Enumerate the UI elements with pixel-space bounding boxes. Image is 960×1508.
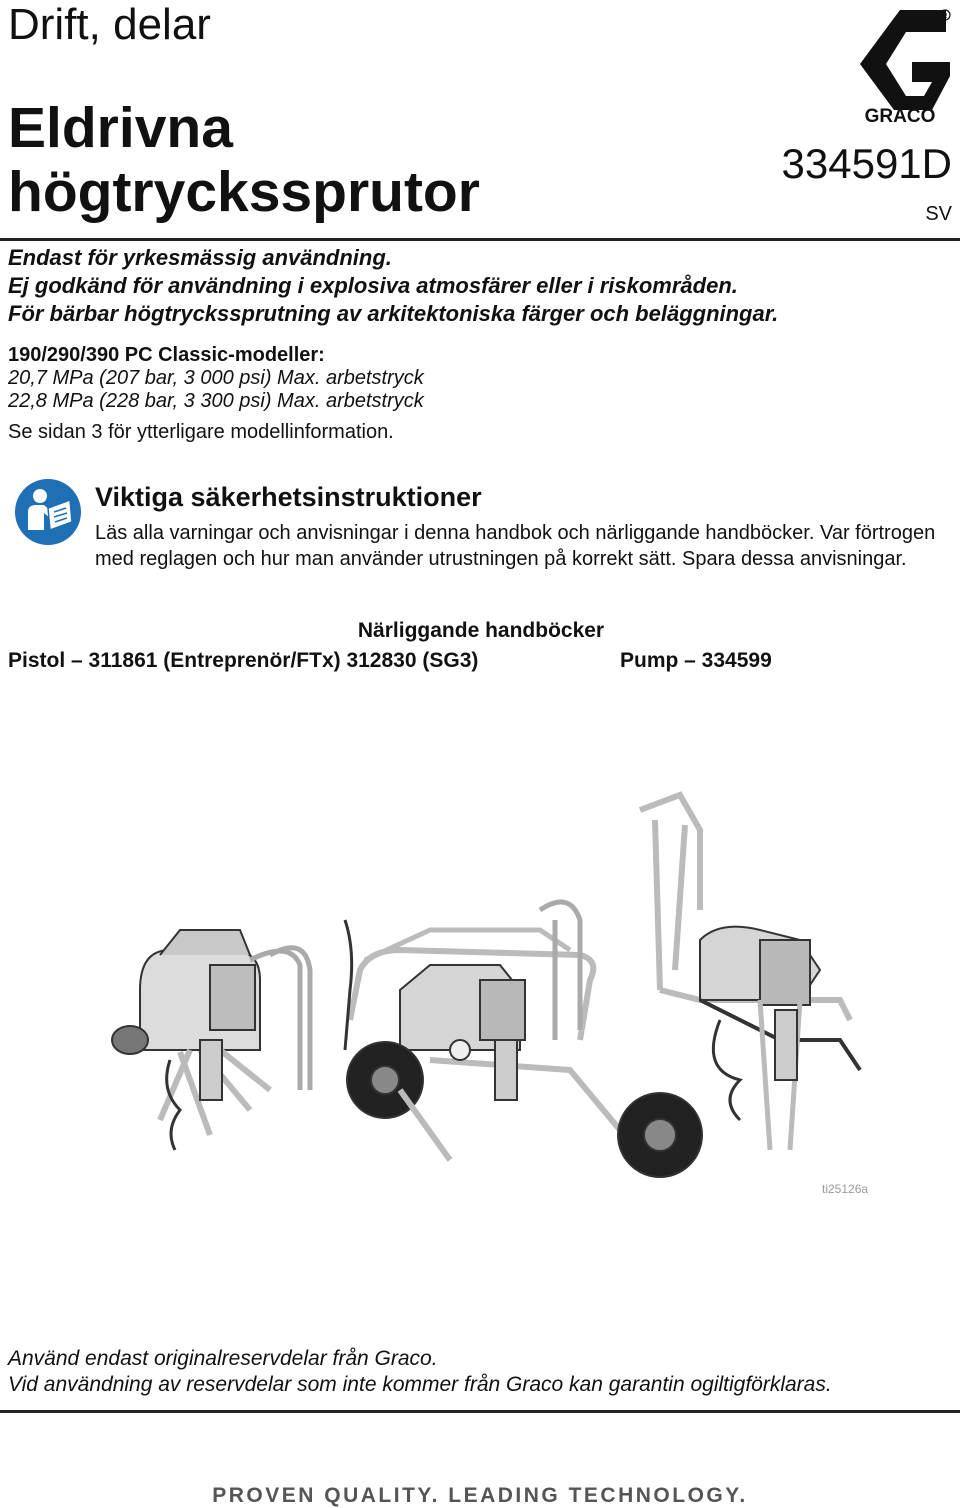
- read-manual-icon: [14, 478, 82, 546]
- figure-id: ti25126a: [822, 1182, 869, 1196]
- max-pressure-2: 22,8 MPa (228 bar, 3 300 psi) Max. arbetstryck: [8, 390, 424, 412]
- header-divider: [0, 238, 960, 241]
- sprayer-illustration: [100, 790, 880, 1210]
- document-title: [8, 96, 648, 224]
- document-number: 334591D: [781, 140, 952, 187]
- company-tagline: PROVEN QUALITY. LEADING TECHNOLOGY.: [212, 1484, 748, 1507]
- cart-sprayer-drawing: [345, 902, 620, 1160]
- notice-line-3: För bärbar högtryckssprutning av arkitektoniska färger och beläggningar.: [8, 301, 779, 326]
- related-manuals-title: Närliggande handböcker: [357, 619, 605, 642]
- parts-warning: [8, 1346, 832, 1398]
- safety-title: Viktiga säkerhetsinstruktioner: [95, 482, 482, 512]
- related-manual-gun: Pistol – 311861 (Entreprenör/FTx) 312830 (SG3): [8, 649, 479, 672]
- max-pressure-1: 20,7 MPa (207 bar, 3 000 psi) Max. arbetstryck: [8, 367, 424, 389]
- usage-notice: [8, 244, 778, 328]
- parts-warning-line-1: Använd endast originalreservdelar från Graco.: [8, 1347, 438, 1370]
- models-heading: 190/290/390 PC Classic-modeller:: [8, 344, 325, 366]
- model-info: [8, 344, 424, 444]
- see-page-note: Se sidan 3 för ytterligare modellinformation.: [8, 421, 394, 443]
- graco-logo: [846, 6, 954, 124]
- logo-text: GRACO: [864, 106, 936, 124]
- stand-sprayer-drawing: [112, 930, 310, 1150]
- notice-line-2: Ej godkänd för användning i explosiva atmosfärer eller i riskområden.: [8, 273, 738, 298]
- notice-line-1: Endast för yrkesmässig användning.: [8, 245, 392, 270]
- related-manual-pump: Pump – 334599: [620, 649, 772, 672]
- safety-text: Läs alla varningar och anvisningar i denna handbok och närliggande handböcker. Var förtrogen med reglagen och hur man använder utrustningen på korrekt sätt. Spara dessa anvisningar.: [95, 522, 936, 570]
- document-category: Drift, delar: [8, 0, 211, 49]
- parts-warning-line-2: Vid användning av reservdelar som inte kommer från Graco kan garantin ogiltigförklaras.: [8, 1373, 832, 1396]
- language-code: SV: [925, 203, 952, 225]
- hiboy-sprayer-drawing: [618, 795, 860, 1177]
- title-line-1: Eldrivna: [8, 96, 233, 160]
- title-line-2: högtryckssprutor: [8, 160, 480, 224]
- svg-text:R: R: [942, 13, 948, 20]
- footer-divider: [0, 1410, 960, 1413]
